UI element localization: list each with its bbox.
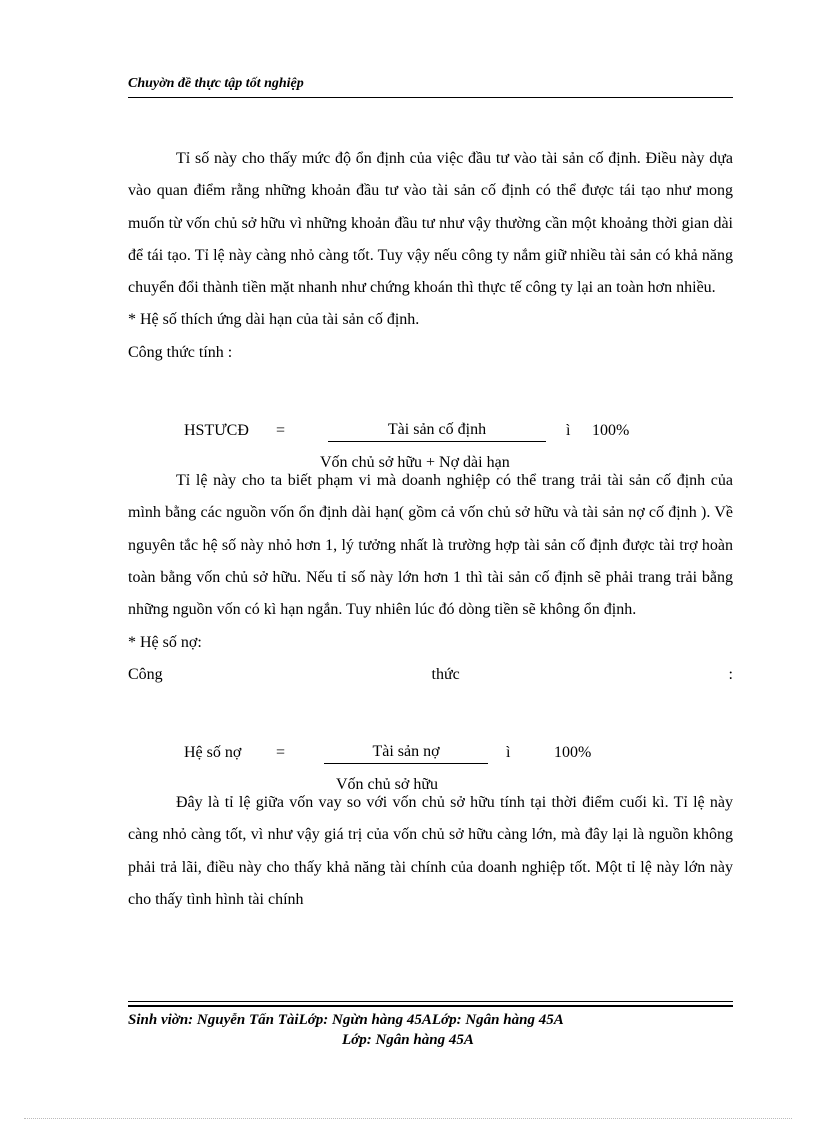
formula-numerator: Tài sản nợ [324,741,488,764]
paragraph-debt-ratio-explanation: Đây là tỉ lệ giữa vốn vay so với vốn chủ sở hữu tính tại thời điểm cuối kì. Tỉ lệ này càng nhỏ càng tốt, vì như vậy giá trị của vốn chủ sở hữu càng lớn, mà đây lại là nguồn không phải trả lãi, điều này cho thấy khả năng tài chính của doanh nghiệp tốt. Một tỉ lệ này lớn này cho thấy tình hình tài chính [128,794,733,909]
formula-caption-spread [128,659,733,691]
formula-caption-word: Công [128,665,163,683]
formula-label: Hệ số nợ [184,744,242,762]
formula-hstucd [128,369,733,472]
formula-numerator: Tài sản cố định [328,419,546,442]
formula-caption-word: thức [431,665,460,683]
formula-times-sign: ì [506,744,511,762]
footer-rule-thick [128,1005,733,1007]
formula-denominator: Vốn chủ sở hữu + Nợ dài hạn [320,454,510,472]
footer-student-line: Sinh viờn: Nguyễn Tấn TàiLớp: Ngừn hàng 45ALớp: Ngân hàng 45A [128,1012,564,1028]
footer-rule-thin [128,1001,733,1002]
formula-equals: = [276,422,286,440]
formula-caption: Công thức tính : [128,343,233,361]
paragraph-adaptation-explanation: Tỉ lệ này cho ta biết phạm vi mà doanh nghiệp có thể trang trải tài sản cố định của mình bằng các nguồn vốn ổn định dài hạn( gồm cả vốn chủ sở hữu và tài sản nợ cố định ). Về nguyên tắc hệ số này nhỏ hơn 1, lý tưởng nhất là trường hợp tài sản cố định được tài trợ hoàn toàn bằng vốn chủ sở hữu. Nếu tỉ số này lớn hơn 1 thì tài sản cố định sẽ phải trang trải bằng những nguồn vốn có kì hạn ngắn. Tuy nhiên lúc đó dòng tiền sẽ không ổn định. [128,472,733,619]
formula-denominator: Vốn chủ sở hữu [336,776,439,794]
formula-label: HSTƯCĐ [184,422,249,440]
page-edge [24,1118,792,1119]
document-footer [128,1010,733,1050]
section-heading-long-term-adaptation: * Hệ số thích ứng dài hạn của tài sản cố định. [128,311,420,329]
formula-percent: 100% [592,422,630,440]
header-rule [128,97,733,98]
section-heading-debt-ratio: * Hệ số nợ: [128,633,202,651]
formula-percent: 100% [554,744,592,762]
document-body [128,143,733,916]
formula-times-sign: ì [566,422,571,440]
footer-class-line: Lớp: Ngân hàng 45A [342,1032,474,1048]
formula-equals: = [276,744,286,762]
document-header: Chuyờn đề thực tập tốt nghiệp [128,76,304,91]
formula-caption-word: : [728,665,733,683]
paragraph-fixed-asset-ratio: Tỉ số này cho thấy mức độ ổn định của việc đầu tư vào tài sản cố định. Điều này dựa vào quan điểm rằng những khoản đầu tư vào tài sản cố định có thể được tái tạo như mong muốn từ vốn chủ sở hữu vì những khoản đầu tư như vậy thường cần một khoảng thời gian dài để tái tạo. Tỉ lệ này càng nhỏ càng tốt. Tuy vậy nếu công ty nắm giữ nhiều tài sản có khả năng chuyển đổi thành tiền mặt nhanh như chứng khoán thì thực tế công ty lại an toàn hơn nhiều. [128,150,733,297]
formula-debt-ratio [128,691,733,794]
